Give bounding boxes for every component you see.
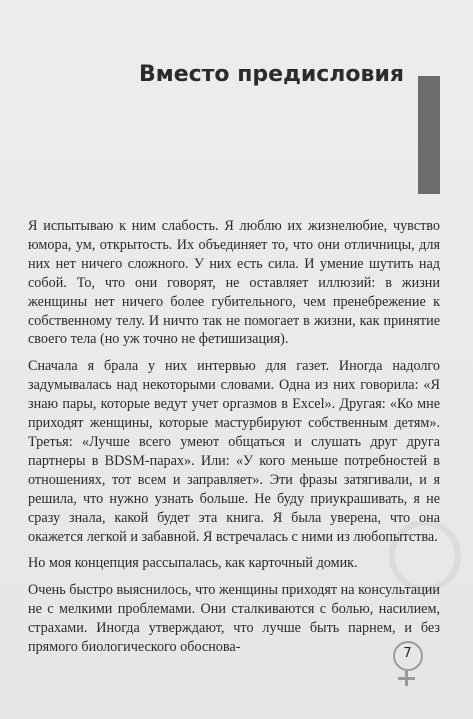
chapter-side-tab bbox=[418, 76, 440, 194]
body-text bbox=[28, 217, 440, 665]
paragraph: Очень быстро выяснилось, что женщины приходят на консультации не с мелкими проблемами. Они сталкиваются с болью, насилием, страхами. Иногда утверждают, что лучше быть парнем, и без прямого биологического обоснова- bbox=[28, 582, 440, 656]
page-number-badge bbox=[393, 641, 423, 671]
chapter-heading: Вместо предисловия bbox=[138, 62, 404, 87]
paragraph: Я испытываю к ним слабость. Я люблю их жизнелюбие, чувство юмора, ум, открытость. Их объединяет то, что они отличницы, для них нет ничего сложного. У них есть сила. И умение шутить над собой. То, что они говорят, не оставляет иллюзий: в жизни женщины нет ничего более губительного, чем пренебрежение к собственному телу. И ничто так не помогает в жизни, как принятие своего тела (но уж точно не фетишизация). bbox=[28, 218, 440, 348]
paragraph: Но моя концепция рассыпалась, как карточный домик. bbox=[28, 555, 358, 572]
venus-symbol-crossbar bbox=[398, 677, 415, 680]
paragraph: Сначала я брала у них интервью для газет. Иногда надолго задумывалась над некоторыми словами. Одна из них говорила: «Я знаю пары, которые ведут учет оргазмов в Excel». Другая: «Ко мне приходят женщины, которые мастурбируют собственным детям». Третья: «Лучше всего умеют общаться и слушать друг друга партнеры в BDSM-парах». Или: «У кого меньше потребностей в отношениях, тот всем и заправляет». Эти фразы затягивали, и я решила, что нужно узнать больше. Не буду приукрашивать, я не сразу знала, какой будет эта книга. Я была уверена, что она окажется легкой и забавной. Я встречалась с ними из любопытства. bbox=[28, 358, 440, 545]
page-number: 7 bbox=[403, 646, 412, 661]
